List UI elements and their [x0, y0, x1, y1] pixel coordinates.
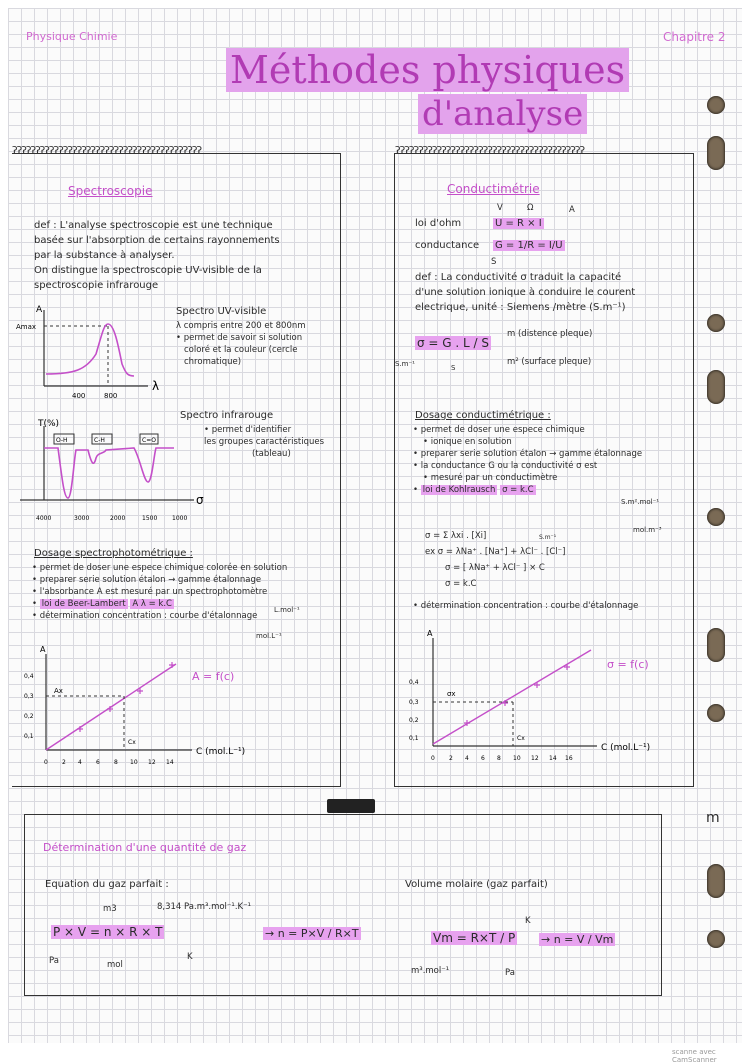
conduct-determination: • détermination concentration : courbe d'étalonnage — [413, 601, 639, 611]
kohlrausch-label: loi de Kohlrausch — [422, 485, 496, 495]
svg-text:T(%): T(%) — [38, 419, 60, 429]
conductance-formula: G = 1/R = I/U — [495, 240, 563, 251]
spectro-dosage-list: • permet de doser une espece chimique colorée en solution • preparer serie solution étalon → gamme étalonnage • l'absorbance A est mesuré par un spectrophotomètre • loi de Beer-Lambert A λ = k.C • détermination concentration : courbe d'étalonnage — [32, 562, 287, 622]
svg-text:A: A — [40, 646, 46, 654]
svg-text:0: 0 — [44, 759, 48, 766]
svg-text:0,4: 0,4 — [24, 673, 34, 680]
gas-title: Détermination d'une quantité de gaz — [43, 841, 247, 854]
svg-text:1000: 1000 — [172, 515, 188, 522]
n-from-ideal-gas: → n = P×V / R×T — [265, 927, 359, 940]
conductivity-definition: def : La conductivité σ traduit la capacité d'une solution ionique à conduire le courent electrique, unité : Siemens /mètre (S.m⁻¹) — [415, 272, 636, 313]
beer-lambert-calibration-graph — [16, 646, 336, 770]
sigma-length-unit: m (distence pleque) — [507, 329, 593, 339]
svg-text:0,2: 0,2 — [24, 713, 34, 720]
ohm-unit-a: A — [569, 205, 575, 215]
binder-hole — [707, 704, 725, 722]
page-title-line2: d'analyse — [418, 94, 587, 134]
surface-unit: S — [451, 364, 456, 372]
binder-hole — [707, 314, 725, 332]
molar-volume-equation: Vm = R×T / P — [433, 931, 516, 945]
svg-text:12: 12 — [531, 755, 539, 762]
kohl-unit-k: S.m².mol⁻¹ — [621, 498, 660, 506]
svg-text:A = f(c): A = f(c) — [192, 670, 235, 683]
svg-text:σx: σx — [447, 690, 456, 698]
beer-unit-c: mol.L⁻¹ — [256, 632, 282, 640]
binder-hole — [707, 864, 725, 898]
svg-text:0,4: 0,4 — [409, 679, 419, 686]
subject-label: Physique Chimie — [26, 30, 118, 43]
conductimetrie-card — [394, 144, 694, 787]
binder-hole — [707, 370, 725, 404]
conduct-dosage-list: • permet de doser une espece chimique • ionique en solution • preparer serie solution étalon → gamme étalonnage • la conductance G ou la conductivité σ est • mesuré par un conductimètre • loi de Kohlrausch σ = k.C — [413, 424, 642, 496]
svg-text:8: 8 — [497, 755, 501, 762]
ideal-gas-title: Equation du gaz parfait : — [45, 879, 169, 890]
svg-text:14: 14 — [166, 759, 174, 766]
svg-text:λ: λ — [152, 379, 160, 393]
corner-mark: m — [706, 810, 720, 826]
conductance-label: conductance — [415, 240, 480, 251]
svg-text:C (mol.L⁻¹): C (mol.L⁻¹) — [601, 743, 651, 753]
conductance-unit: S — [491, 257, 497, 267]
uv-title: Spectro UV-visible — [176, 306, 267, 317]
svg-text:6: 6 — [481, 755, 485, 762]
svg-text:800: 800 — [104, 392, 118, 400]
binder-hole — [707, 628, 725, 662]
beer-lambert-formula: A λ = k.C — [132, 599, 172, 609]
svg-text:C=O: C=O — [142, 437, 156, 444]
svg-text:4: 4 — [78, 759, 82, 766]
vm-unit-k: K — [525, 916, 531, 926]
svg-text:A: A — [427, 629, 433, 638]
svg-text:σ: σ — [196, 493, 204, 507]
sigma-surface-unit: m² (surface pleque) — [507, 357, 592, 367]
vm-unit-pa: Pa — [505, 968, 515, 978]
spiral-binding: ʔʔʔʔʔʔʔʔʔʔʔʔʔʔʔʔʔʔʔʔʔʔʔʔʔʔʔʔʔʔʔʔʔʔʔʔʔʔʔʔʔ — [12, 144, 202, 157]
sigma-sum-eq: σ = Σ λxi . [Xi] — [425, 531, 487, 541]
svg-text:14: 14 — [549, 755, 557, 762]
svg-text:400: 400 — [72, 392, 86, 400]
svg-text:2000: 2000 — [110, 515, 126, 522]
svg-text:1500: 1500 — [142, 515, 158, 522]
spectroscopie-card — [12, 144, 341, 787]
ideal-gas-equation: P × V = n × R × T — [53, 925, 163, 939]
svg-text:Ax: Ax — [54, 687, 63, 695]
sigma-k-eq: σ = k.C — [445, 579, 477, 589]
binder-clip — [327, 799, 375, 813]
svg-text:16: 16 — [565, 755, 573, 762]
ohm-unit-ohm: Ω — [527, 203, 534, 213]
unit-k: K — [187, 952, 193, 962]
svg-text:0,3: 0,3 — [409, 699, 419, 706]
svg-text:4: 4 — [465, 755, 469, 762]
molar-volume-title: Volume molaire (gaz parfait) — [405, 879, 548, 890]
binder-hole — [707, 508, 725, 526]
svg-text:σ = f(c): σ = f(c) — [607, 658, 649, 671]
ohm-label: loi d'ohm — [415, 218, 462, 229]
spiral-binding: ʔʔʔʔʔʔʔʔʔʔʔʔʔʔʔʔʔʔʔʔʔʔʔʔʔʔʔʔʔʔʔʔʔʔʔʔʔʔʔʔʔ — [395, 144, 585, 157]
sigma-factor-eq: σ = [ λNa⁺ + λCl⁻ ] × C — [445, 563, 545, 573]
spectro-title: Spectroscopie — [68, 184, 153, 198]
svg-text:6: 6 — [96, 759, 100, 766]
unit-mol: mol — [107, 960, 123, 970]
svg-text:Amax: Amax — [16, 323, 37, 331]
svg-text:2: 2 — [62, 759, 66, 766]
notebook-sheet — [8, 8, 742, 1043]
svg-text:12: 12 — [148, 759, 156, 766]
ohm-formula: U = R × I — [495, 218, 542, 229]
gas-quantity-card — [24, 814, 662, 996]
binder-hole — [707, 136, 725, 170]
svg-text:2: 2 — [449, 755, 453, 762]
svg-text:0,1: 0,1 — [409, 735, 419, 742]
svg-text:3000: 3000 — [74, 515, 90, 522]
svg-text:4000: 4000 — [36, 515, 52, 522]
ir-title: Spectro infrarouge — [180, 410, 274, 421]
ir-spectrum-graph — [14, 418, 204, 528]
beer-unit-k: L.mol⁻¹ — [274, 606, 300, 614]
n-from-molar-volume: → n = V / Vm — [541, 933, 614, 946]
conduct-title: Conductimétrie — [447, 182, 540, 196]
svg-text:0,1: 0,1 — [24, 733, 34, 740]
svg-text:Cx: Cx — [128, 739, 136, 746]
svg-text:10: 10 — [513, 755, 521, 762]
conduct-dosage-title: Dosage conductimétrique : — [415, 410, 551, 421]
svg-text:O-H: O-H — [56, 437, 68, 444]
svg-text:10: 10 — [130, 759, 138, 766]
binder-hole — [707, 930, 725, 948]
binder-hole — [707, 96, 725, 114]
sigma-formula: σ = G . L / S — [417, 336, 490, 350]
uv-spectrum-graph — [14, 304, 174, 400]
gas-constant-value: 8,314 Pa.m³.mol⁻¹.K⁻¹ — [157, 902, 251, 912]
vm-unit-m3mol: m³.mol⁻¹ — [411, 966, 450, 976]
svg-text:0: 0 — [431, 755, 435, 762]
page-title-line1: Méthodes physiques — [226, 48, 629, 92]
kohlrausch-formula: σ = k.C — [502, 485, 534, 495]
svg-text:0,2: 0,2 — [409, 717, 419, 724]
sigma-example-eq: ex σ = λNa⁺ . [Na⁺] + λCl⁻ . [Cl⁻] — [425, 547, 566, 557]
sigma-sum-unit: S.m⁻¹ — [539, 534, 557, 541]
ir-notes: • permet d'identifier les groupes caractéristiques (tableau) — [204, 425, 325, 459]
spectro-dosage-title: Dosage spectrophotométrique : — [34, 548, 193, 559]
beer-lambert-label: loi de Beer-Lambert — [41, 599, 126, 609]
svg-text:Cx: Cx — [517, 735, 525, 742]
kohlrausch-calibration-graph — [401, 628, 691, 768]
spectro-definition: def : L'analyse spectroscopie est une technique basée sur l'absorption de certains rayonnements par la substance à analyser. On distingue la spectroscopie UV-visible de la spectroscopie infrarouge — [34, 220, 280, 291]
svg-text:C (mol.L⁻¹): C (mol.L⁻¹) — [196, 747, 246, 757]
kohl-unit-c: mol.m⁻³ — [633, 526, 662, 534]
ohm-unit-v: V — [497, 203, 503, 213]
sigma-unit: S.m⁻¹ — [395, 360, 415, 368]
svg-text:8: 8 — [114, 759, 118, 766]
svg-text:0,3: 0,3 — [24, 693, 34, 700]
svg-text:C-H: C-H — [94, 437, 105, 444]
uv-notes: λ compris entre 200 et 800nm • permet de savoir si solution coloré et la couleur (cercle chromatique) — [176, 321, 306, 367]
chapter-label: Chapitre 2 — [663, 30, 726, 44]
scanner-footer: scanne avec CamScanner — [672, 1048, 717, 1064]
svg-text:A: A — [36, 305, 43, 315]
unit-m3: m3 — [103, 904, 117, 914]
unit-pa: Pa — [49, 956, 59, 966]
